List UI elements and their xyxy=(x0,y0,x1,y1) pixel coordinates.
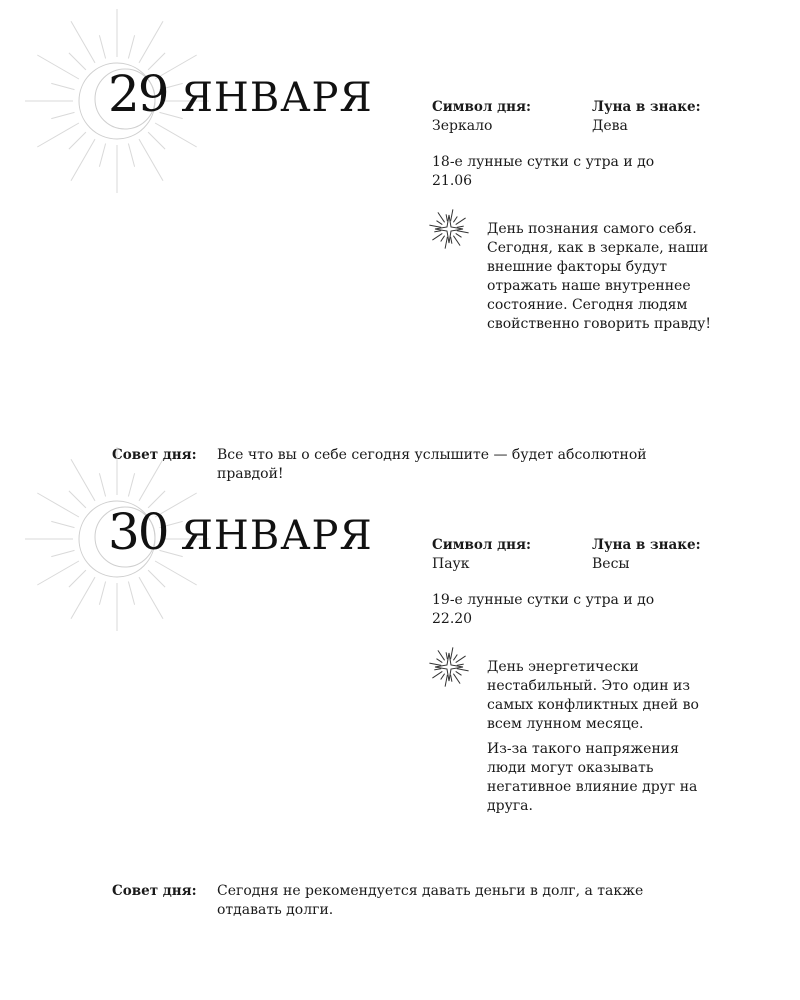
sparkle-star-icon xyxy=(428,208,470,250)
description-paragraph: День энергетически нестабильный. Это один из самых конфликтных дней во всем лунном месяце. xyxy=(487,659,699,732)
symbol-value: Зеркало xyxy=(432,118,493,134)
day-title xyxy=(108,503,373,562)
advice-label: Совет дня: xyxy=(112,883,197,899)
moon-sign xyxy=(592,98,742,136)
day-description xyxy=(487,658,719,822)
lunar-days: 19-е лунные сутки с утра и до 22.20 xyxy=(432,592,655,627)
moon-value: Весы xyxy=(592,556,630,572)
symbol-of-day xyxy=(432,98,582,136)
moon-label: Луна в знаке: xyxy=(592,537,701,553)
advice-label: Совет дня: xyxy=(112,447,197,463)
day-number: 29 xyxy=(108,65,168,123)
sparkle-star-icon xyxy=(428,646,470,688)
symbol-label: Символ дня: xyxy=(432,537,531,553)
moon-label: Луна в знаке: xyxy=(592,99,701,115)
day-month: ЯНВАРЯ xyxy=(180,75,373,121)
day-month: ЯНВАРЯ xyxy=(180,513,373,559)
lunar-days: 18-е лунные сутки с утра и до 21.06 xyxy=(432,154,655,189)
advice-text: Все что вы о себе сегодня услышите — будет абсолютной правдой! xyxy=(217,447,647,482)
day-title xyxy=(108,65,373,124)
moon-sign xyxy=(592,536,742,574)
advice-text: Сегодня не рекомендуется давать деньги в долг, а также отдавать долги. xyxy=(217,883,644,918)
symbol-value: Паук xyxy=(432,556,470,572)
day-description xyxy=(487,220,719,340)
day-number: 30 xyxy=(108,503,168,561)
symbol-of-day xyxy=(432,536,582,574)
day-entry-29 xyxy=(0,20,800,482)
description-paragraph: Из-за такого напряжения люди могут оказывать негативное влияние друг на друга. xyxy=(487,741,698,814)
description-paragraph: День познания самого себя. Сегодня, как в зеркале, наши внешние факторы будут отражать наше внутреннее состояние. Сегодня людям свойственно говорить правду! xyxy=(487,221,711,332)
day-entry-30 xyxy=(0,458,800,918)
symbol-label: Символ дня: xyxy=(432,99,531,115)
moon-value: Дева xyxy=(592,118,628,134)
advice-of-day xyxy=(112,882,712,920)
